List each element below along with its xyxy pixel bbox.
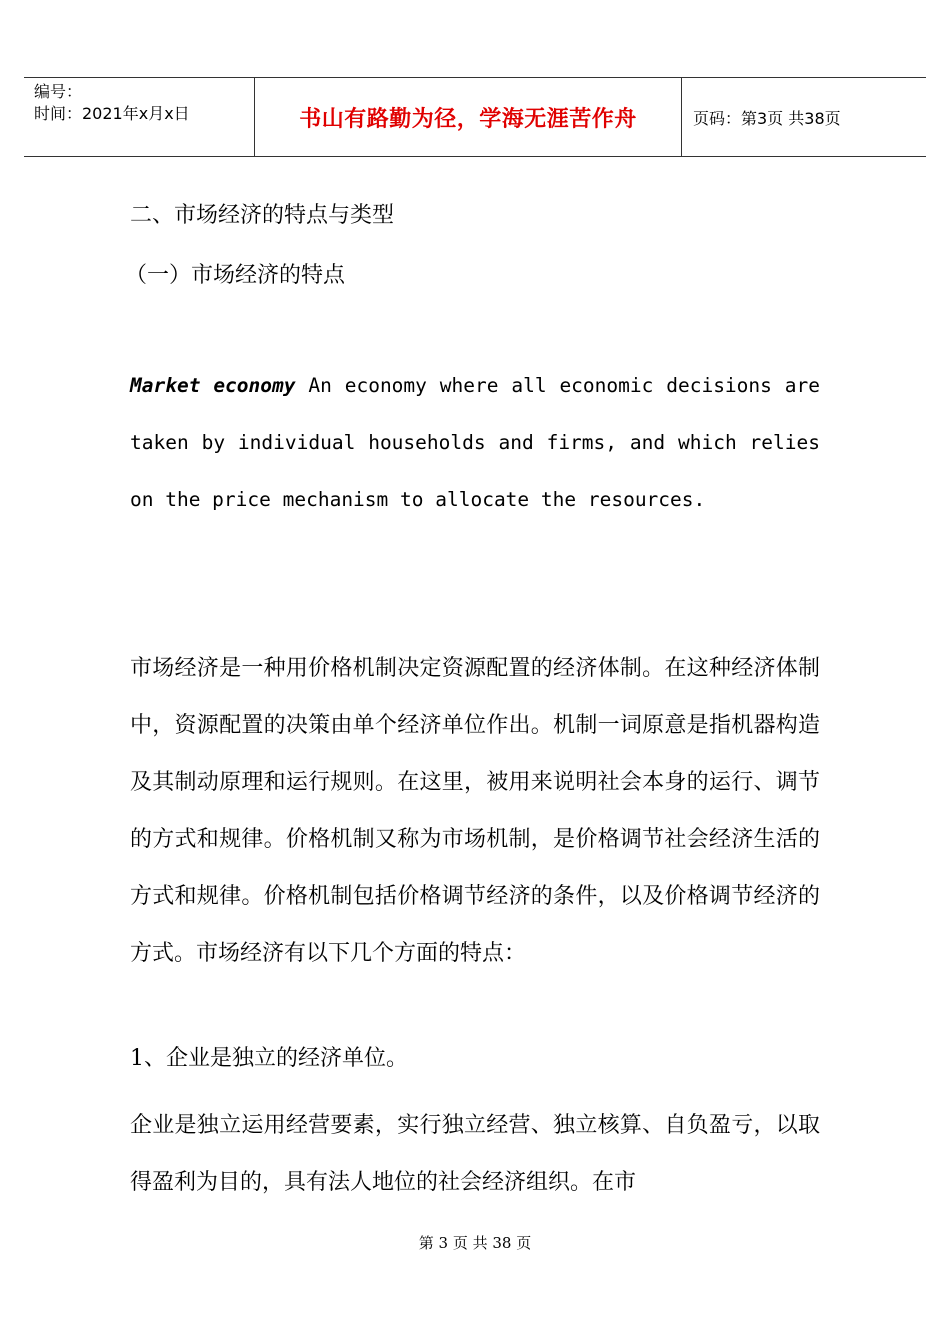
body-paragraph-1: 市场经济是一种用价格机制决定资源配置的经济体制。在这种经济体制中，资源配置的决策由单个经济单位作出。机制一词原意是指机器构造及其制动原理和运行规则。在这里，被用来说明社会本身的运行、调节的方式和规律。价格机制又称为市场机制，是价格调节社会经济生活的方式和规律。价格机制包括价格调节经济的条件，以及价格调节经济的方式。市场经济有以下几个方面的特点： <box>130 656 820 966</box>
definition-text: An economy where all economic decisions are taken by individual households and firms, and which relies on the price mechanism to allocate the resources. <box>130 374 820 511</box>
page-footer: 第 3 页 共 38 页 <box>418 1234 532 1252</box>
header-page-number: 页码：第3页 共38页 <box>693 108 841 128</box>
list-item-1-title: 1、企业是独立的经济单位。 <box>130 1046 408 1071</box>
document-number-label: 编号： <box>34 82 83 101</box>
header-page-cell <box>681 78 926 156</box>
definition-term: Market economy <box>130 374 296 397</box>
header-motto-cell <box>254 78 682 156</box>
definition-paragraph <box>130 357 820 528</box>
date-label: 时间：2021年x月x日 <box>34 104 190 123</box>
page-header <box>24 77 926 157</box>
section-title: 二、市场经济的特点与类型 <box>130 203 395 228</box>
subsection-title: （一）市场经济的特点 <box>125 263 346 288</box>
header-meta-cell <box>24 78 254 156</box>
motto-text: 书山有路勤为径，学海无涯苦作舟 <box>299 106 637 132</box>
body-paragraph-2: 企业是独立运用经营要素，实行独立经营、独立核算、自负盈亏，以取得盈利为目的，具有法人地位的社会经济组织。在市 <box>130 1113 820 1195</box>
